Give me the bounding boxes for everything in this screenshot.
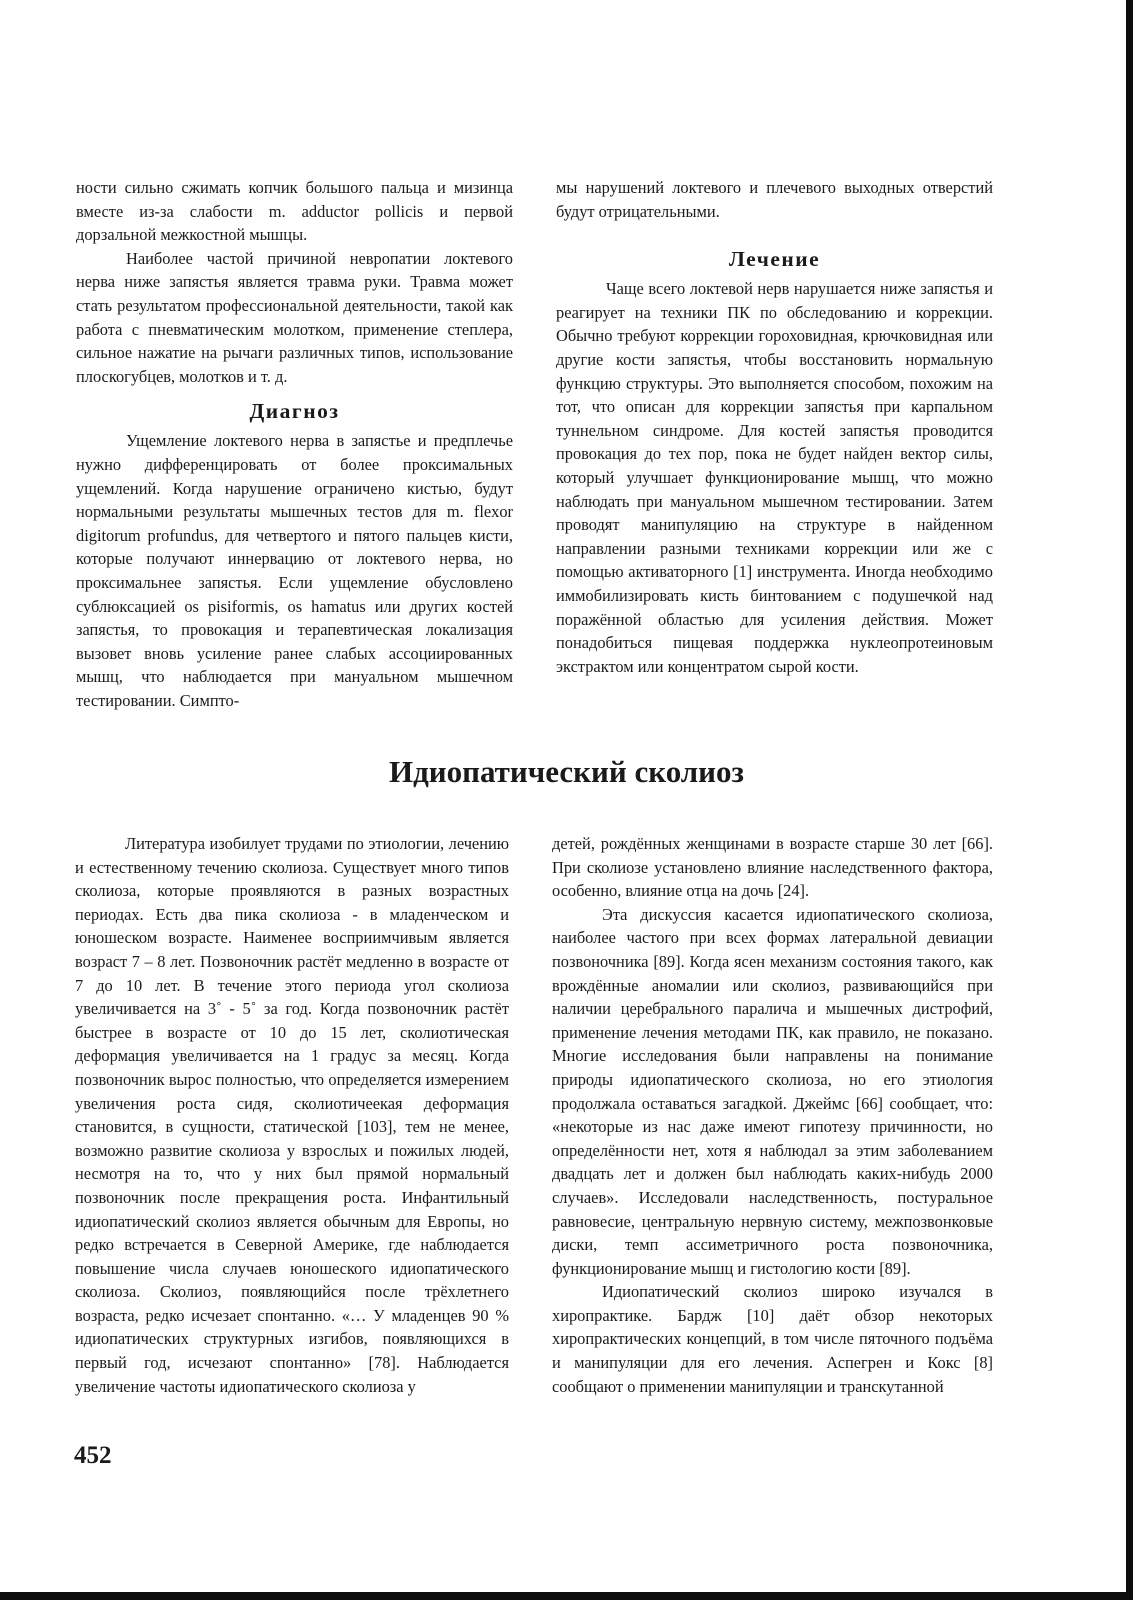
bottom-left-column [75,832,509,1398]
paragraph: Ущемление локтевого нерва в запястье и предплечье нужно дифференцировать от более проксимальных ущемлений. Когда нарушение ограничено кистью, будут нормальными результаты мышечных тестов для m. flexor digitorum profundus, для четвертого и пятого пальцев кисти, которые получают иннервацию от локтевого нерва, но проксимальнее запястья. Если ущемление обусловлено сублюксацией os pisiformis, os hamatus или других костей запястья, то провокация и терапевтическая локализация вызовет вновь усиление ранее слабых ассоциированных мышц, что наблюдается при мануальном мышечном тестировании. Симпто- [76,431,513,710]
paragraph: детей, рождённых женщинами в возрасте старше 30 лет [66]. При сколиозе установлено влияние наследственного фактора, особенно, влияние отца на дочь [24]. [552,834,993,901]
scan-edge-bottom [0,1592,1133,1600]
section-heading-treatment: Лечение [728,247,821,272]
bottom-right-column [552,832,993,1398]
section-title: Идиопатический сколиоз [388,754,745,789]
top-right-column [556,176,993,678]
scan-edge-right [1126,0,1133,1600]
top-left-column [76,176,513,712]
paragraph: Наиболее частой причиной невропатии локтевого нерва ниже запястья является травма руки. Травма может стать результатом профессиональной деятельности, такой как работа с пневматическим молотком, применение степлера, сильное нажатие на рычаги различных типов, использование плоскогубцев, молотков и т. д. [76,248,513,386]
paragraph: ности сильно сжимать копчик большого пальца и мизинца вместе из-за слабости m. adductor pollicis и первой дорзальной межкостной мышцы. [76,178,513,245]
paragraph: мы нарушений локтевого и плечевого выходных отверстий будут отрицательными. [556,178,993,221]
page-number: 452 [74,1442,112,1469]
paragraph: Эта дискуссия касается идиопатического сколиоза, наиболее частого при всех формах латеральной девиации позвоночника [89]. Когда ясен механизм состояния такого, как врождённые аномалии или сколиоз, развивающийся при наличии церебрального паралича и мышечных дистрофий, применение лечения методами ПК, как правило, не показано. Многие исследования были направлены на понимание природы идиопатического сколиоза, но его этиология продолжала оставаться загадкой. Джеймс [66] сообщает, что: «некоторые из нас даже имеют гипотезу причинности, но определённости нет, хотя я наблюдал за этим заболеванием двадцать лет и должен был наблюдать каких-нибудь 2000 случаев». Исследовали наследственность, постуральное равновесие, центральную нервную систему, межпозвонковые диски, темп ассиметричного роста позвоночника, функционирование мышц и гистологию кости [89]. [552,904,993,1278]
paragraph: Идиопатический сколиоз широко изучался в хиропрактике. Бардж [10] даёт обзор некоторых хиропрактических концепций, в том числе пяточного подъёма и манипуляции для его лечения. Аспегрен и Кокс [8] сообщают о применении манипуляции и транскутанной [552,1282,993,1396]
section-heading-diagnosis: Диагноз [249,399,340,424]
paragraph: Литература изобилует трудами по этиологии, лечению и естественному течению сколиоза. Существует много типов сколиоза, которые проявляются в разных возрастных периодах. Есть два пика сколиоза - в младенческом и юношеском возрасте. Наименее восприимчивым является возраст 7 – 8 лет. Позвоночник растёт медленно в возрасте от 7 до 10 лет. В течение этого периода угол сколиоза увеличивается на 3˚ - 5˚ за год. Когда позвоночник растёт быстрее в возрасте от 10 до 15 лет, сколиотическая деформация увеличивается на 1 градус за месяц. Когда позвоночник вырос полностью, что определяется измерением увеличения роста сидя, сколиотичеекая деформация становится, в сущности, статической [103], тем не менее, возможно развитие сколиоза у взрослых и пожилых людей, несмотря на то, что у них был прямой нормальный позвоночник после прекращения роста. Инфантильный идиопатический сколиоз является обычным для Европы, но редко встречается в Северной Америке, где наблюдается повышение числа случаев юношеского идиопатического сколиоза. Сколиоз, появляющийся после трёхлетнего возраста, редко исчезает спонтанно. «… У младенцев 90 % идиопатических структурных изгибов, появляющихся в первый год, исчезают спонтанно» [78]. Наблюдается увеличение частоты идиопатического сколиоза у [75,834,509,1396]
paragraph: Чаще всего локтевой нерв нарушается ниже запястья и реагирует на техники ПК по обследованию и коррекции. Обычно требуют коррекции гороховидная, крючковидная или другие кости запястья, чтобы восстановить нормальную функцию структуры. Это выполняется способом, похожим на тот, что описан для коррекции запястья при карпальном туннельном синдроме. Для костей запястья проводится провокация до тех пор, пока не будет найден вектор силы, который улучшает функционирование мышц, что можно наблюдать при мануальном мышечном тестировании. Затем проводят манипуляцию на структуре в найденном направлении разными техниками коррекции или же с помощью активаторного [1] инструмента. Иногда необходимо иммобилизировать кисть бинтованием с подушечкой над поражённой областью для усиления действия. Может понадобиться пищевая поддержка нуклеопротеиновым экстрактом или концентратом сырой кости. [556,279,993,676]
